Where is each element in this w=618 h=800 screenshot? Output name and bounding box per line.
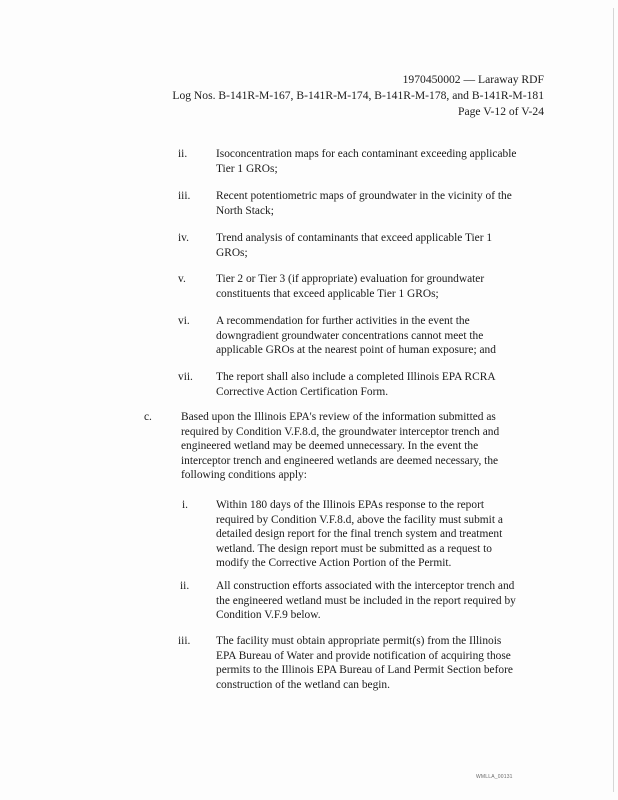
list-item-numeral: iii. xyxy=(178,190,191,202)
section-c-line: following conditions apply: xyxy=(181,469,307,482)
section-c-line: engineered wetland may be deemed unnecessary. In the event the xyxy=(181,440,479,453)
section-c-line: required by Condition V.F.8.d, the groundwater interceptor trench and xyxy=(181,425,500,438)
header-page-number: Page V-12 of V-24 xyxy=(458,105,544,118)
sub-list-item-line: detailed design report for the final trench system and treatment xyxy=(216,528,503,541)
sub-list-item-line: Condition V.F.9 below. xyxy=(216,609,321,622)
list-item-text xyxy=(216,370,496,399)
sub-list-item-line: construction of the wetland can begin. xyxy=(216,678,390,691)
section-c-text xyxy=(181,410,499,483)
sub-list-item-numeral: ii. xyxy=(180,580,190,592)
sub-list-item-line: EPA Bureau of Water and provide notification of acquiring those xyxy=(216,649,511,662)
sub-list-item-line: wetland. The design report must be submitted as a request to xyxy=(216,542,492,555)
scan-edge-line xyxy=(613,8,614,792)
sub-list-item-line: required by Condition V.F.8.d, above the facility must submit a xyxy=(216,513,503,526)
sub-list-item-line: permits to the Illinois EPA Bureau of Land Permit Section before xyxy=(216,664,513,677)
header-facility-line: 1970450002 — Laraway RDF xyxy=(402,73,544,86)
list-item-numeral: vii. xyxy=(178,371,193,383)
list-item-line: Tier 2 or Tier 3 (if appropriate) evaluation for groundwater xyxy=(216,273,485,285)
list-item-numeral: v. xyxy=(178,273,186,285)
list-item-line: downgradient groundwater concentrations cannot meet the xyxy=(216,329,484,342)
sub-list-item-line: the engineered wetland must be included in the report required by xyxy=(216,594,516,607)
list-item-numeral: iv. xyxy=(178,232,189,244)
header-log-numbers: Log Nos. B-141R-M-167, B-141R-M-174, B-141R-M-178, and B-141R-M-181 xyxy=(172,89,544,102)
section-c-letter: c. xyxy=(144,411,152,423)
bates-stamp: WMLLA_00131 xyxy=(476,774,513,780)
sub-list-item-line: The facility must obtain appropriate permit(s) from the Illinois xyxy=(216,635,502,647)
sub-list-item-text xyxy=(216,634,513,692)
list-item-text xyxy=(216,272,484,301)
list-item-numeral: vi. xyxy=(178,315,190,327)
list-item-text xyxy=(216,189,512,218)
list-item-line: Trend analysis of contaminants that exceed applicable Tier 1 xyxy=(216,232,493,244)
list-item-line: Isoconcentration maps for each contaminant exceeding applicable xyxy=(216,148,517,160)
list-item-line: The report shall also include a completed Illinois EPA RCRA xyxy=(216,371,496,383)
sub-list-item-line: Within 180 days of the Illinois EPAs response to the report xyxy=(216,499,485,511)
list-item-text xyxy=(216,231,492,260)
sub-list-item-text xyxy=(216,498,503,571)
list-item-line: constituents that exceed applicable Tier 1 GROs; xyxy=(216,287,439,300)
sub-list-item-line: All construction efforts associated with the interceptor trench and xyxy=(216,580,515,592)
list-item-line: Recent potentiometric maps of groundwater in the vicinity of the xyxy=(216,190,512,202)
list-item-line: A recommendation for further activities in the event the xyxy=(216,315,470,327)
list-item-numeral: ii. xyxy=(178,148,188,160)
sub-list-item-numeral: iii. xyxy=(178,635,191,647)
list-item-text xyxy=(216,147,516,176)
list-item-text xyxy=(216,314,496,358)
sub-list-item-numeral: i. xyxy=(182,499,189,511)
section-c-line: interceptor trench and engineered wetlands are deemed necessary, the xyxy=(181,454,499,467)
sub-list-item-line: modify the Corrective Action Portion of the Permit. xyxy=(216,557,452,570)
list-item-line: North Stack; xyxy=(216,204,274,217)
list-item-line: GROs; xyxy=(216,246,248,259)
list-item-line: Corrective Action Certification Form. xyxy=(216,385,389,398)
list-item-line: applicable GROs at the nearest point of human exposure; and xyxy=(216,344,496,357)
sub-list-item-text xyxy=(216,579,516,623)
section-c-line: Based upon the Illinois EPA's review of the information submitted as xyxy=(181,411,496,423)
page-header xyxy=(172,72,544,120)
list-item-line: Tier 1 GROs; xyxy=(216,162,278,175)
